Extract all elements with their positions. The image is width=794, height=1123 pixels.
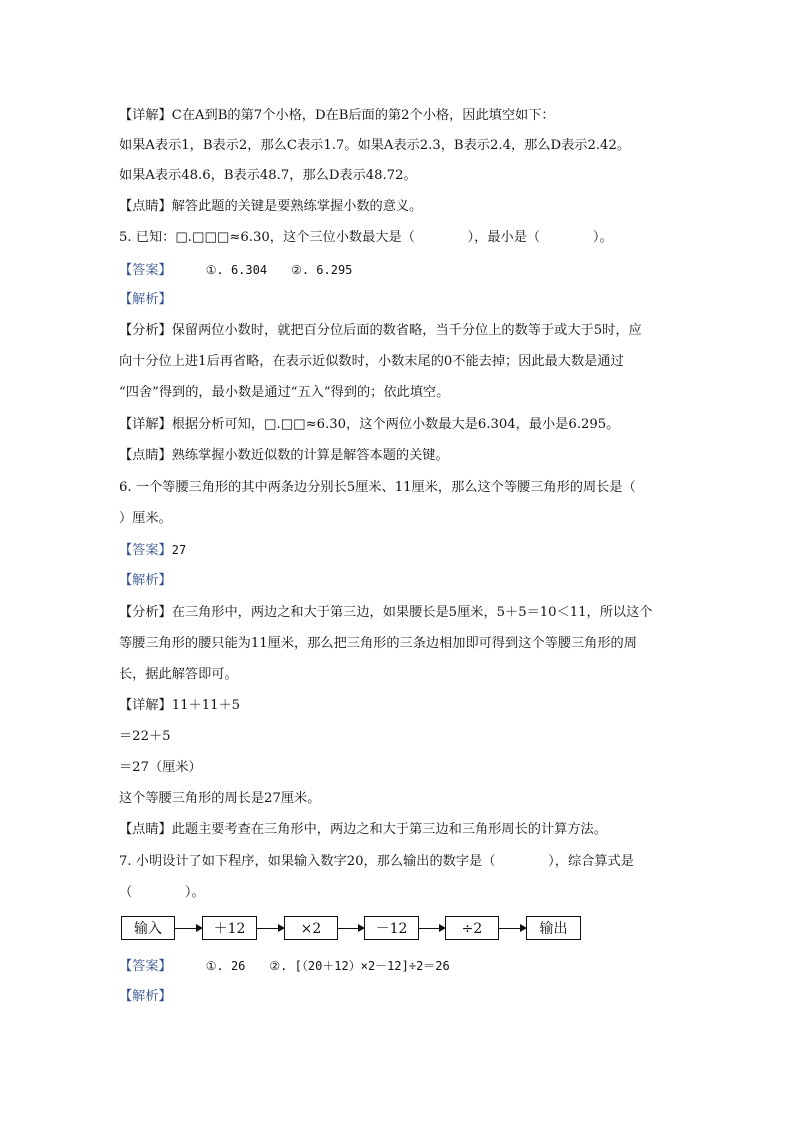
analysis-line: “四舍”得到的，最小数是通过“五入”得到的；依此填空。 [119,385,450,400]
answer-tag: 【答案】 [119,263,172,278]
analysis-line: 【分析】在三角形中，两边之和大于第三边，如果腰长是5厘米，5＋5＝10＜11，所以这个 [119,605,653,620]
analysis-line: 向十分位上进1后再省略，在表示近似数时，小数末尾的0不能去掉；因此最大数是通过 [119,354,624,369]
flow-input-box: 输入 [121,916,175,940]
detail-line: 【详解】根据分析可知，□.□□≈6.30，这个两位小数最大是6.304，最小是6.295。 [119,417,620,432]
answer-tag: 【答案】 [119,959,172,974]
analysis-tag: 【解析】 [119,989,172,1004]
key-point-line: 【点睛】解答此题的关键是要熟练掌握小数的意义。 [119,199,423,214]
analysis-line: 等腰三角形的腰只能为11厘米，那么把三角形的三条边相加即可得到这个等腰三角形的周 [119,636,637,651]
calc-step: ＝27（厘米） [119,760,202,775]
analysis-tag: 【解析】 [119,292,172,307]
answer-line [119,958,450,975]
flow-step-div2: ÷2 [445,916,499,940]
detail-line: 【详解】C在A到B的第7个小格，D在B后面的第2个小格，因此填空如下： [119,108,555,123]
key-point-line: 【点睛】此题主要考查在三角形中，两边之和大于第三边和三角形周长的计算方法。 [119,822,607,837]
flow-output-box: 输出 [526,916,581,940]
question-5: 5. 已知：□.□□□≈6.30，这个三位小数最大是（ ），最小是（ ）。 [119,230,613,245]
question-6-cont: ）厘米。 [119,511,172,526]
answer-tag: 【答案】 [119,543,172,558]
detail-line: 【详解】11＋11＋5 [119,698,241,713]
analysis-tag: 【解析】 [119,573,172,588]
question-7: 7. 小明设计了如下程序，如果输入数字20，那么输出的数字是（ ），综合算式是 [119,854,634,869]
arrow-icon [175,928,202,929]
answer-text: ①. 26 ②. [（20＋12）×2－12]÷2＝26 [205,959,450,973]
analysis-line: 长，据此解答即可。 [119,667,238,682]
key-point-line: 【点睛】熟练掌握小数近似数的计算是解答本题的关键。 [119,448,449,463]
flow-step-add12: ＋12 [202,916,257,940]
detail-line: 如果A表示48.6，B表示48.7，那么D表示48.72。 [119,168,417,183]
analysis-line: 【分析】保留两位小数时，就把百分位后面的数省略，当千分位上的数等于或大于5时，应 [119,323,642,338]
question-7-cont: （ ）。 [119,885,205,900]
answer-line [119,542,186,559]
conclusion-line: 这个等腰三角形的周长是27厘米。 [119,791,321,806]
arrow-icon [419,928,445,929]
answer-text: 27 [171,543,187,557]
answer-text: ①. 6.304 ②. 6.295 [205,263,353,277]
calc-step: ＝22＋5 [119,729,171,744]
arrow-icon [257,928,284,929]
arrow-icon [338,928,364,929]
flow-step-times2: ×2 [284,916,338,940]
arrow-icon [499,928,526,929]
flow-step-minus12: －12 [364,916,419,940]
detail-line: 如果A表示1，B表示2，那么C表示1.7。如果A表示2.3，B表示2.4，那么D表示2.42。 [119,138,631,153]
answer-line [119,262,352,279]
question-6: 6. 一个等腰三角形的其中两条边分别长5厘米、11厘米，那么这个等腰三角形的周长是（ [119,480,636,495]
program-flowchart [121,916,581,942]
